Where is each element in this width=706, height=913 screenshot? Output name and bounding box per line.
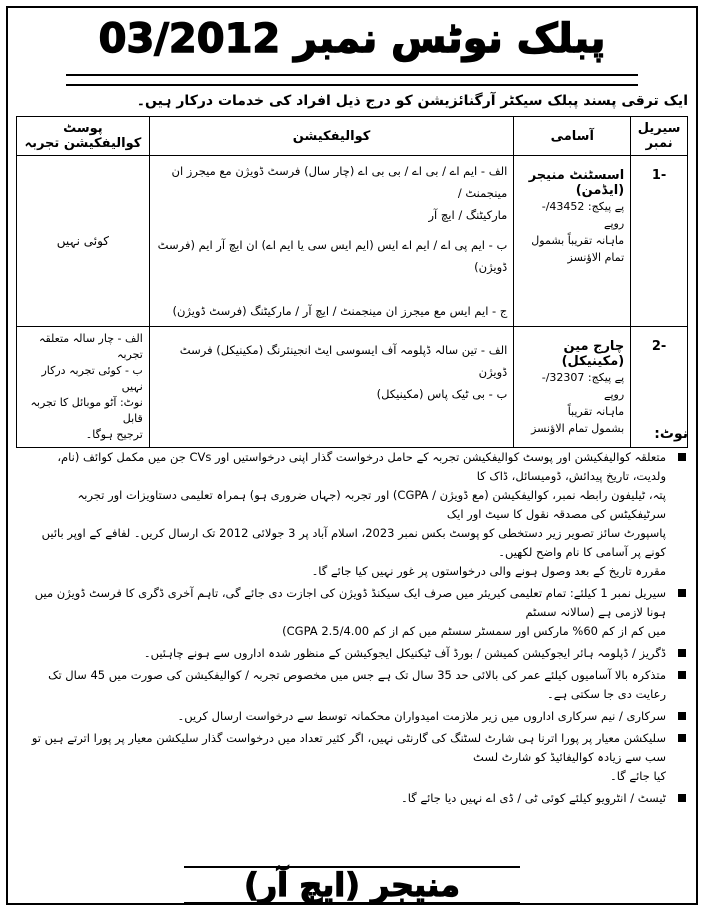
title-underline: [66, 74, 638, 86]
post-detail: پے پیکج: 32307/- روپے: [541, 371, 625, 401]
square-bullet-icon: [678, 794, 686, 802]
intro-text: ایک ترقی پسند پبلک سیکٹر آرگنائزیشن کو درج ذیل افراد کی خدمات درکار ہیں۔: [136, 93, 688, 109]
signature-block: [6, 866, 698, 904]
post-detail: ماہانہ تقریباً بشمول: [531, 234, 625, 247]
qualification-cell: [149, 156, 514, 327]
post-cell: [514, 156, 631, 327]
header-qualification: کوالیفکیشن: [149, 117, 514, 156]
list-item: [22, 448, 688, 581]
qualification-line: ب - ایم پی اے / ایم اے ایس (ایم ایس سی یا ایم اے) ان ایچ آر ایم (فرسٹ ڈویژن): [157, 238, 508, 274]
square-bullet-icon: [678, 671, 686, 679]
square-bullet-icon: [678, 453, 686, 461]
list-item: [22, 789, 688, 808]
post-cell: [514, 327, 631, 448]
note-line: کیا جائے گا۔: [609, 769, 666, 783]
notes-heading: نوٹ:: [654, 426, 688, 442]
square-bullet-icon: [678, 734, 686, 742]
post-detail: ماہانہ تقریباً: [567, 405, 625, 418]
header-experience: پوسٹ کوالیفکیشن تجربہ: [17, 117, 150, 156]
qualification-line: الف - ایم اے / بی اے / بی بی اے (چار سال) فرسٹ ڈویژن مع میجرز ان مینجمنٹ /: [171, 164, 508, 200]
notice-title: پبلک نوٹس نمبر 03/2012: [98, 16, 606, 62]
qualification-line: ج - ایم ایس مع میجرز ان مینجمنٹ / ایچ آر / مارکیٹنگ (فرسٹ ڈویژن): [172, 304, 508, 318]
note-line: میں کم از کم 60% مارکس اور سمسٹر سسٹم میں کم از کم CGPA 2.5/4.00): [282, 624, 666, 638]
experience-line: ترجیح ہوگا۔: [85, 428, 143, 441]
experience-text: کوئی نہیں: [56, 234, 109, 248]
note-line: ڈگریز / ڈپلومہ ہائر ایجوکیشن کمیشن / بورڈ آف ٹیکنیکل ایجوکیشن کے منظور شدہ اداروں سے ہونے چاہئیں۔: [143, 646, 666, 660]
note-line: پتہ، ٹیلیفون رابطہ نمبر، کوالیفکیشن (مع ڈویژن / CGPA) اور تجربہ (جہاں ضروری ہو) ہمراہ تعلیمی دستاویزات اور تجربہ سرٹیفکیٹس کی مصدقہ نقول کا سیٹ اور ایک: [77, 488, 666, 521]
experience-line: الف - چار سالہ متعلقہ تجربہ: [39, 332, 143, 361]
list-item: [22, 584, 688, 641]
qualification-cell: [149, 327, 514, 448]
list-item: [22, 644, 688, 663]
square-bullet-icon: [678, 712, 686, 720]
note-line: ٹیسٹ / انٹرویو کیلئے کوئی ٹی / ڈی اے نہیں دیا جائے گا۔: [400, 791, 666, 805]
note-line: سلیکشن معیار پر پورا اترنا ہی شارٹ لسٹنگ کی گارنٹی نہیں، اگر کثیر تعداد میں درخواست گذار سلیکشن معیار پر پورا اترتے ہیں تو سب سے زیادہ کوالیفائیڈ کو شارٹ لسٹ: [31, 731, 666, 764]
serial-number: 2-: [651, 339, 667, 354]
serial-cell: [631, 156, 688, 327]
post-name: اسسٹنٹ منیجر (ایڈمن): [528, 168, 625, 198]
posts-table: [16, 116, 688, 448]
header-serial: سیریل نمبر: [631, 117, 688, 156]
note-line: متعلقہ کوالیفکیشن اور پوسٹ کوالیفکیشن تجربہ کے حامل درخواست گذار اپنی درخواستیں اور CVs جن میں مکمل کوائف (نام، ولدیت، تاریخ پیدائش، ڈومیسائل، ڈاک کا: [57, 450, 666, 483]
experience-cell: [17, 156, 150, 327]
table-row: [17, 156, 688, 327]
note-line: متذکرہ بالا آسامیوں کیلئے عمر کی بالائی حد 35 سال تک ہے جس میں مخصوص تجربہ / کوالیفکیشن کی صورت میں 45 سال تک رعایت دی جا سکتی ہے۔: [48, 668, 666, 701]
list-item: [22, 666, 688, 704]
post-detail: پے پیکج: 43452/- روپے: [541, 200, 625, 230]
list-item: [22, 707, 688, 726]
note-line: مقررہ تاریخ کے بعد وصول ہونے والی درخواستوں پر غور نہیں کیا جائے گا۔: [311, 564, 666, 578]
qualification-line: مارکیٹنگ / ایچ آر: [428, 208, 508, 222]
square-bullet-icon: [678, 589, 686, 597]
post-detail: تمام الاؤنسز: [567, 251, 625, 264]
table-row: [17, 327, 688, 448]
square-bullet-icon: [678, 649, 686, 657]
qualification-line: ب - بی ٹیک پاس (مکینیکل): [376, 387, 508, 401]
signatory-title: منیجر (ایچ آر): [184, 866, 520, 904]
post-name: چارج مین (مکینیکل): [561, 339, 625, 369]
header-post: آسامی: [514, 117, 631, 156]
notice-header: [6, 6, 698, 86]
table-header-row: [17, 117, 688, 156]
experience-line: ب - کوئی تجربہ درکار نہیں: [41, 364, 143, 393]
post-detail: بشمول تمام الاؤنسز: [531, 422, 625, 435]
note-line: پاسپورٹ سائز تصویر زیر دستخطی کو پوسٹ بکس نمبر 2023، اسلام آباد پر 3 جولائی 2012 تک ارسال کریں۔ لفافے کے اوپر بائیں کونے پر آسامی کا نام واضح لکھیں۔: [41, 526, 666, 559]
list-item: [22, 729, 688, 786]
note-line: سرکاری / نیم سرکاری اداروں میں زیر ملازمت امیدواران محکمانہ توسط سے درخواست ارسال کریں۔: [177, 709, 666, 723]
experience-line: نوٹ: آٹو موبائل کا تجربہ قابل: [30, 396, 143, 425]
experience-cell: [17, 327, 150, 448]
serial-number: 1-: [651, 168, 667, 183]
notes-list: [22, 448, 688, 811]
qualification-line: الف - تین سالہ ڈپلومہ آف ایسوسی ایٹ انجینئرنگ (مکینیکل) فرسٹ ڈویژن: [179, 343, 508, 379]
note-line: سیریل نمبر 1 کیلئے: تمام تعلیمی کیریئر میں صرف ایک سیکنڈ ڈویژن کی اجازت دی جائے گی، تاہم آخری ڈگری کا فرسٹ ڈویژن میں ہونا لازمی ہے (سالانہ سسٹم: [34, 586, 666, 619]
